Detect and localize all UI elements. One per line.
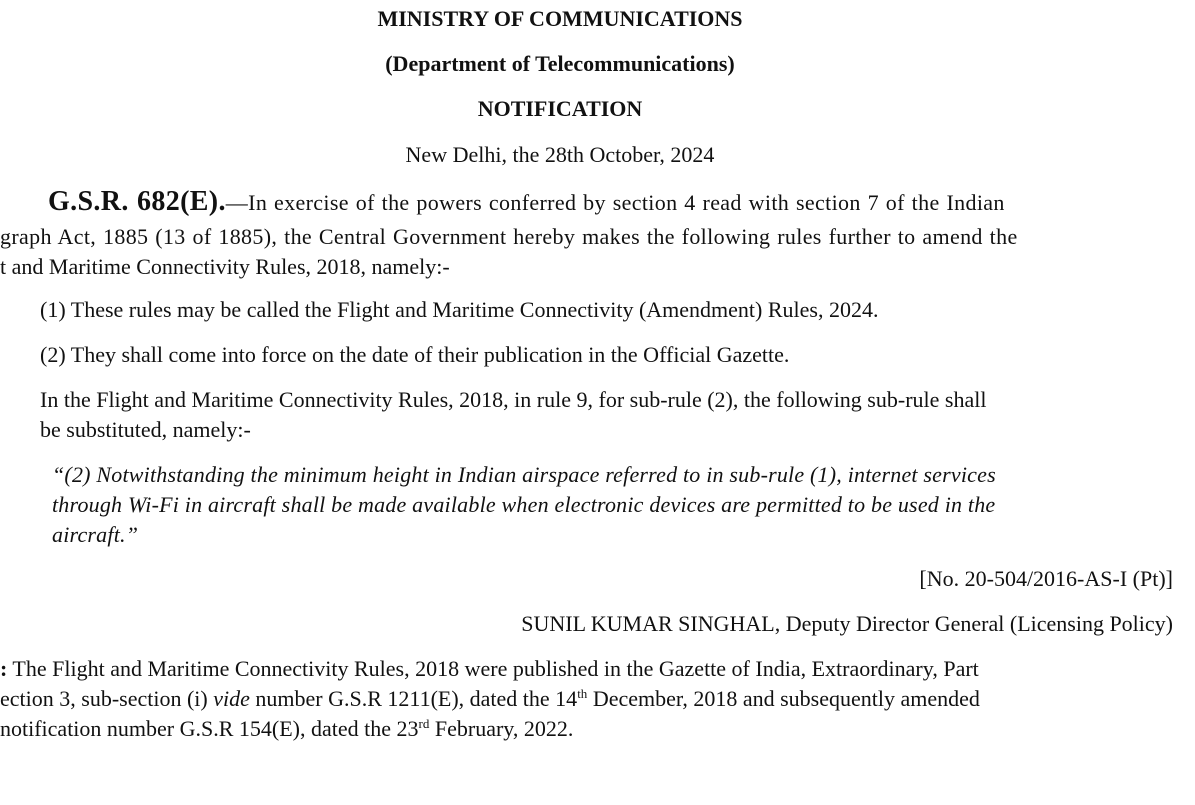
note-line-2-c: December, 2018 and subsequently amended xyxy=(587,686,980,711)
note-sup-th: th xyxy=(577,686,588,701)
place-date: New Delhi, the 28th October, 2024 xyxy=(405,142,715,167)
note-line-2 xyxy=(0,686,980,712)
rule-3-line-1: In the Flight and Maritime Connectivity Rules, 2018, in rule 9, for sub-rule (2), the following sub-rule shall xyxy=(40,387,987,412)
rule-1: (1) These rules may be called the Flight and Maritime Connectivity (Amendment) Rules, 2024. xyxy=(40,297,879,322)
note-line-1 xyxy=(0,656,979,682)
preamble-line-2: graph Act, 1885 (13 of 1885), the Central Government hereby makes the following rules further to amend the xyxy=(0,224,1018,249)
note-line-3-a: notification number G.S.R 154(E), dated the 23 xyxy=(0,716,419,741)
note-line-3 xyxy=(0,716,573,742)
signatory: SUNIL KUMAR SINGHAL, Deputy Director General (Licensing Policy) xyxy=(521,611,1173,636)
gsr-number: G.S.R. 682(E). xyxy=(48,186,226,217)
preamble-text: —In exercise of the powers conferred by section 4 read with section 7 of the Indian xyxy=(225,190,1005,215)
preamble-line-1 xyxy=(48,186,1005,218)
rule-2: (2) They shall come into force on the date of their publication in the Official Gazette. xyxy=(40,342,790,367)
quote-line-3: aircraft.” xyxy=(52,522,139,547)
quote-line-1: “(2) Notwithstanding the minimum height in Indian airspace referred to in sub-rule (1), internet services xyxy=(52,462,996,487)
note-line-1-text: The Flight and Maritime Connectivity Rules, 2018 were published in the Gazette of India, Extraordinary, Part xyxy=(7,656,979,681)
rule-3-line-2: be substituted, namely:- xyxy=(40,417,251,442)
preamble-line-3: t and Maritime Connectivity Rules, 2018, namely:- xyxy=(0,254,450,279)
note-label: : xyxy=(0,656,8,681)
quote-line-2: through Wi-Fi in aircraft shall be made available when electronic devices are permitted to be used in the xyxy=(52,492,996,517)
note-sup-rd: rd xyxy=(418,716,430,731)
note-line-2-b: number G.S.R 1211(E), dated the 14 xyxy=(249,686,578,711)
department-heading: (Department of Telecommunications) xyxy=(385,51,735,76)
note-vide: vide xyxy=(213,686,250,711)
ministry-heading: MINISTRY OF COMMUNICATIONS xyxy=(377,6,743,31)
notification-heading: NOTIFICATION xyxy=(477,96,643,121)
note-line-2-a: ection 3, sub-section (i) xyxy=(0,686,214,711)
note-line-3-b: February, 2022. xyxy=(429,716,574,741)
file-number: [No. 20-504/2016-AS-I (Pt)] xyxy=(919,566,1173,591)
